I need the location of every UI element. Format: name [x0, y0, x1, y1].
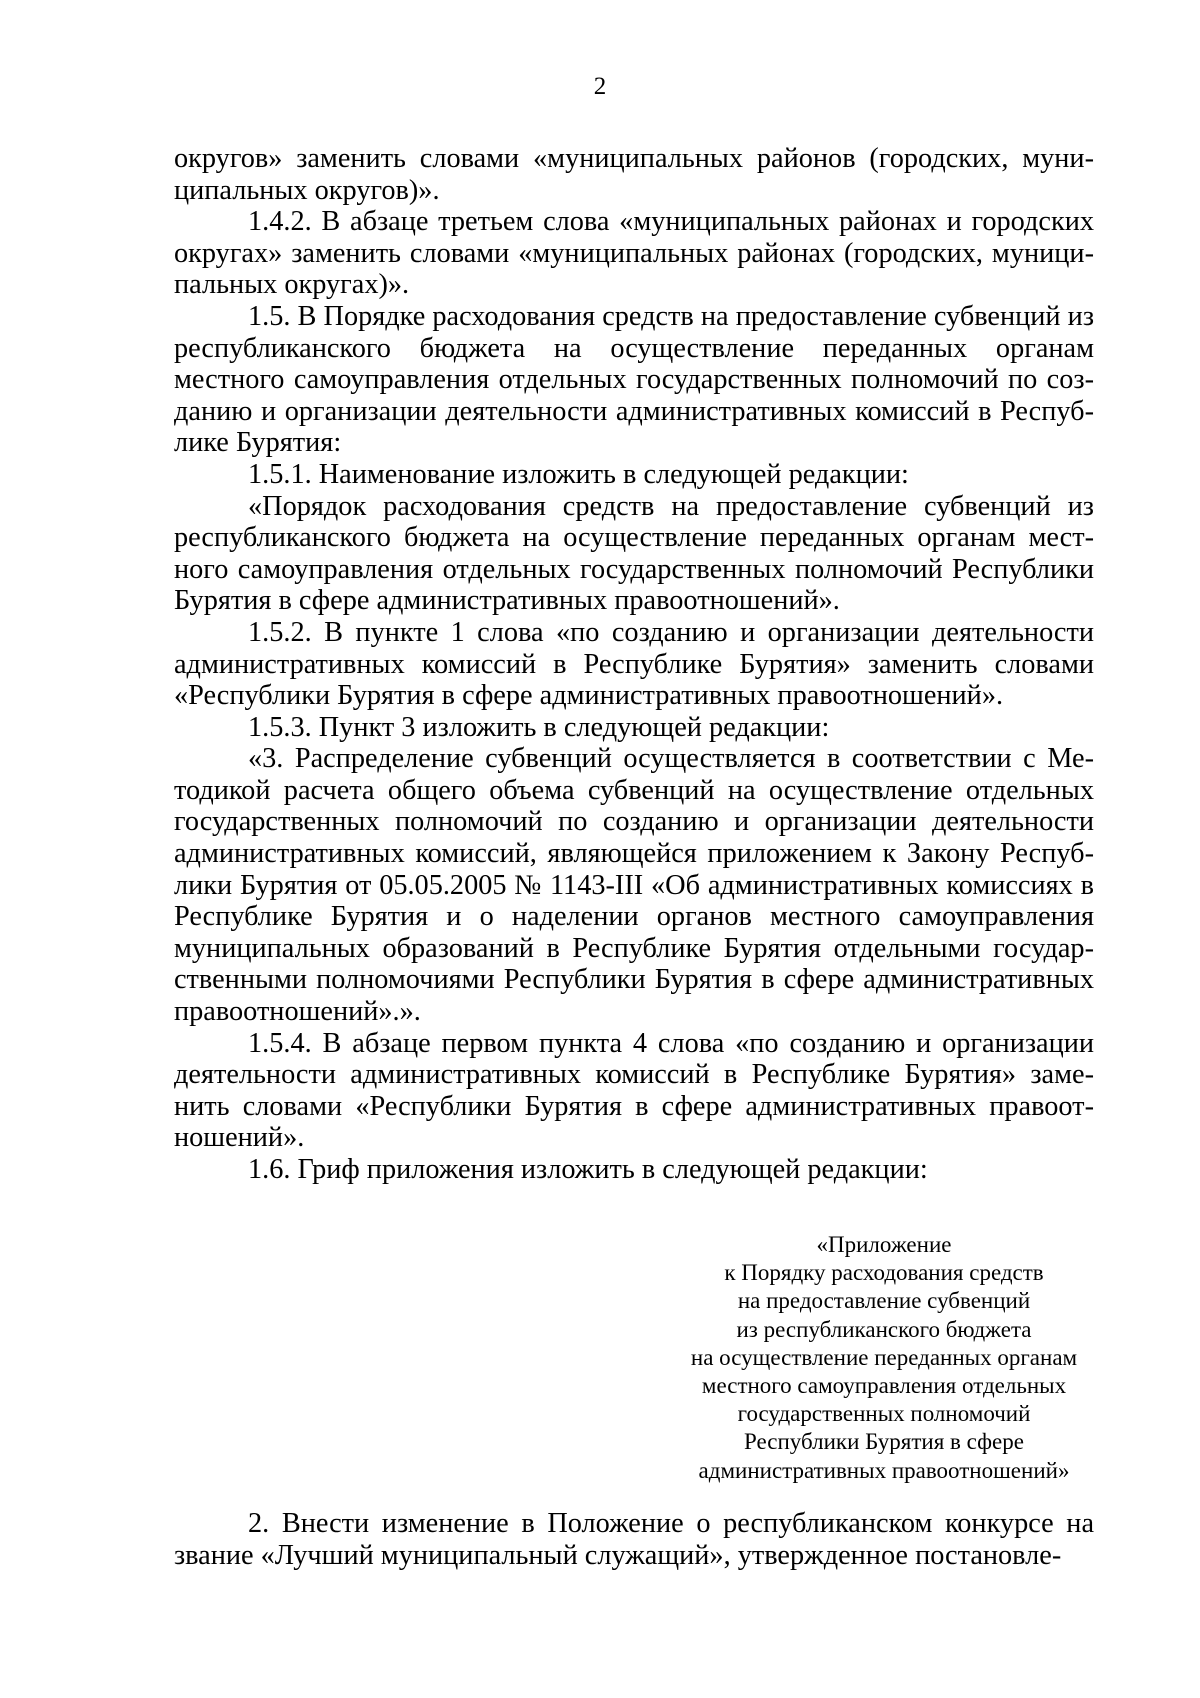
paragraph: «3. Распределение субвенций осуществляется в соответствии с Методикой расчета общего объема субвенций на осуществление отдельных государственных полномочий по созданию и организации деятельности административных комиссий, являющейся приложением к Закону Республики Бурятия от 05.05.2005 № 1143-III «Об административных комиссиях в Республике Бурятия и о наделении органов местного самоуправления муниципальных образований в Республике Бурятия отдельными государственными полномочиями Республики Бурятия в сфере административных правоотношений».».	[174, 743, 1094, 1028]
paragraph: 1.4.2. В абзаце третьем слова «муниципальных районах и городских округах» заменить словами «муниципальных районах (городских, муниципальных округах)».	[174, 206, 1094, 301]
paragraph: 1.6. Гриф приложения изложить в следующей редакции:	[248, 1154, 928, 1185]
paragraph: 2. Внести изменение в Положение о республиканском конкурсе на звание «Лучший муниципальный служащий», утвержденное постановле-	[174, 1508, 1094, 1571]
paragraph: 1.5.3. Пункт 3 изложить в следующей редакции:	[248, 711, 830, 743]
paragraph: 1.5.1. Наименование изложить в следующей редакции:	[248, 458, 909, 490]
grif-line: из республиканского бюджета	[736, 1316, 1032, 1342]
grif-line: на осуществление переданных органам	[690, 1344, 1078, 1370]
grif-line: к Порядку расходования средств	[724, 1260, 1044, 1286]
grif-line: местного самоуправления отдельных	[701, 1373, 1067, 1399]
grif-line: государственных полномочий	[737, 1401, 1031, 1427]
document-body	[174, 143, 1094, 1186]
paragraph: 1.5.4. В абзаце первом пункта 4 слова «по созданию и организации деятельности административных комиссий в Республике Бурятия» заменить словами «Республики Бурятия в сфере административных правоотношений».	[174, 1027, 1094, 1154]
paragraph: 1.5.2. В пункте 1 слова «по созданию и организации деятельности административных комиссий в Республике Бурятия» заменить словами «Республики Бурятия в сфере административных правоотношений».	[174, 616, 1094, 712]
closing-section	[174, 1508, 1094, 1571]
paragraph: округов» заменить словами «муниципальных районов (городских, муниципальных округов)».	[174, 143, 1094, 206]
page-number: 2	[593, 73, 607, 100]
paragraph: 1.5. В Порядке расходования средств на предоставление субвенций из республиканского бюджета на осуществление переданных органам местного самоуправления отдельных государственных полномочий по созданию и организации деятельности административных комиссий в Республике Бурятия:	[174, 300, 1094, 459]
grif-line: «Приложение	[816, 1232, 952, 1257]
appendix-grif	[664, 1231, 1104, 1485]
grif-line: Республики Бурятия в сфере	[744, 1429, 1024, 1455]
paragraph: «Порядок расходования средств на предоставление субвенций из республиканского бюджета на осуществление переданных органам местного самоуправления отдельных государственных полномочий Республики Бурятия в сфере административных правоотношений».	[174, 490, 1094, 617]
grif-line: на предоставление субвенций	[737, 1288, 1031, 1314]
grif-line: административных правоотношений»	[698, 1457, 1070, 1483]
